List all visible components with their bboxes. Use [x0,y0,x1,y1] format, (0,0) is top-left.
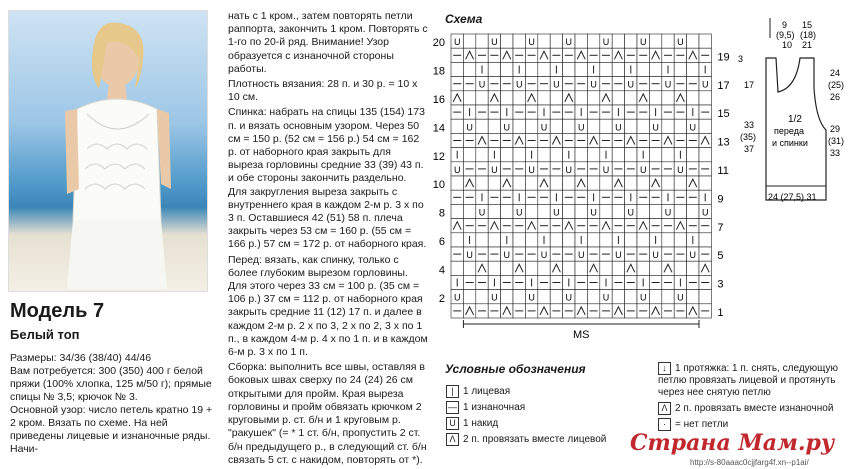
chart-cell [625,148,637,162]
chart-cell [662,148,674,162]
chart-cell [488,204,500,218]
dim-top-d: 15 [802,20,813,30]
chart-cell [513,148,525,162]
chart-cell [625,233,637,247]
chart-cell [600,261,612,275]
chart-cell [687,261,699,275]
dim-left-low-b: (35) [740,132,757,142]
chart-cell [600,204,612,218]
chart-cell [525,204,537,218]
chart-cell [488,261,500,275]
dim-top-c: 10 [782,40,793,50]
dim-top-b: (9,5) [776,30,795,40]
chart-cell [575,62,587,76]
instructions-p4: Перед: вязать, как спинку, только с более глубоким вырезом горловины. Для этого через 33 см = 100 р. (35 см = 106 р.) 37 см = 112 р. от наборного края закрыть средние 11 (12) 17 п. и далее в каждом 2-м р. 2 х по 3, 2 х по 2, 3 х по 1 п., в каждом 4-м р. 4 х по 1 п. и в каждом 6-м р. 3 х по 1 п. [228,253,428,359]
chart-cell [476,119,488,133]
chart-cell [451,204,463,218]
chart-cell [525,119,537,133]
chart-symbol: U [528,37,535,48]
chart-cell [513,290,525,304]
chart-symbol: U [590,207,597,218]
chart-cell [550,119,562,133]
instructions-column [228,10,428,469]
dim-right-low-c: 33 [830,148,841,158]
dim-left-low-c: 37 [744,144,755,154]
chart-cell [476,176,488,190]
chart-cell [662,233,674,247]
chart-cell [501,148,513,162]
chart-cell [463,62,475,76]
row-label-right: 1 [717,307,724,319]
row-label-right: 15 [717,108,730,121]
chart-cell [674,119,686,133]
model-subtitle: Белый топ [10,327,80,342]
chart-cell [488,233,500,247]
row-label-right: 9 [717,193,724,206]
legend-symbol: · [658,418,671,431]
chart-symbol: U [565,292,573,303]
chart-cell [637,204,649,218]
row-label-left: 8 [438,207,445,220]
chart-cell [699,233,711,247]
knitting-chart [423,30,730,341]
row-label-right: 17 [717,79,730,92]
chart-cell [451,176,463,190]
row-label-left: 18 [432,65,445,78]
chart-symbol: U [503,250,511,261]
chart-cell [699,91,711,105]
chart-cell [476,233,488,247]
chart-cell [513,34,525,48]
chart-cell [476,34,488,48]
row-label-left: 4 [438,264,445,277]
legend-item [446,401,646,414]
chart-symbol: U [602,37,610,48]
chart-cell [550,91,562,105]
chart-cell [649,34,661,48]
legend-text: 1 накид [463,418,499,430]
chart-cell [637,62,649,76]
chart-symbol: U [689,122,697,133]
chart-cell [587,290,599,304]
garment-schematic [730,10,852,210]
row-label-left: 16 [432,94,445,106]
chart-cell [674,204,686,218]
chart-cell [674,233,686,247]
chart-cell [550,34,562,48]
chart-cell [463,290,475,304]
legend-symbol: U [446,417,459,430]
schema-title: Схема [445,12,483,26]
chart-cell [687,204,699,218]
chart-cell [649,148,661,162]
chart-cell [674,261,686,275]
chart-cell [563,233,575,247]
chart-cell [637,233,649,247]
chart-symbol: U [478,207,486,218]
chart-symbol: U [701,207,709,218]
chart-cell [625,119,637,133]
chart-cell [476,148,488,162]
chart-cell [699,290,711,304]
chart-symbol: U [453,37,461,48]
row-label-left: 14 [432,122,445,135]
chart-cell [525,233,537,247]
chart-cell [612,261,624,275]
chart-cell [687,148,699,162]
row-label-left: 20 [432,37,445,50]
watermark-logo: Страна Мам.ру [630,430,835,456]
chart-symbol: U [503,122,511,133]
chart-symbol: U [677,164,684,175]
chart-symbol: U [466,250,473,261]
chart-cell [538,62,550,76]
chart-symbol: U [615,250,622,261]
chart-cell [699,176,711,190]
chart-symbol: U [453,164,461,175]
row-label-left: 2 [438,292,445,305]
chart-symbol: U [528,292,535,303]
legend-item [446,417,646,430]
legend-text: = нет петли [675,419,729,431]
chart-cell [575,148,587,162]
row-label-right: 3 [717,278,724,291]
chart-cell [625,290,637,304]
left-column-text [10,352,220,456]
chart-cell [488,119,500,133]
chart-cell [538,204,550,218]
chart-cell [687,62,699,76]
chart-symbol: U [565,164,573,175]
chart-symbol: U [677,37,684,48]
chart-symbol: U [565,37,573,48]
chart-cell [501,204,513,218]
chart-cell [463,34,475,48]
chart-symbol: U [664,79,672,90]
chart-cell [587,91,599,105]
chart-cell [463,148,475,162]
row-label-right: 13 [717,136,730,149]
dim-top-e: (18) [800,30,817,40]
chart-cell [476,91,488,105]
chart-cell [451,261,463,275]
woman-illustration [57,19,177,289]
chart-symbol: U [652,122,659,133]
chart-cell [625,34,637,48]
chart-symbol: U [602,292,610,303]
chart-cell [488,176,500,190]
materials: Вам потребуется: 300 (350) 400 г белой пряжи (100% хлопка, 125 м/50 г); прямые спицы № 3,5; крючок № 3. [10,365,212,403]
chart-cell [612,204,624,218]
chart-cell [513,91,525,105]
chart-cell [649,261,661,275]
source-url: http://s-80aaac0cjjfarg4f.xn--p1ai/ [690,458,809,467]
chart-cell [563,204,575,218]
instructions-p3: Спинка: набрать на спицы 135 (154) 173 п. и вязать основным узором. Через 50 см = 150 р. (52 см = 156 р.) 54 см = 162 р. от наборного края закрыть для выреза горловины средние 33 (39) 43 п. и обе стороны закончить раздельно. Для закругления выреза закрыть с внутреннего края в каждом 2-м р. 3 х по 3 п. Оставшиеся 42 (51) 58 п. плеча закрыть через 53 см = 160 р. (55 см = 166 р.) 57 см = 172 р. от наборного края. [228,106,427,251]
chart-cell [662,290,674,304]
chart-symbol: U [577,250,585,261]
chart-cell [687,34,699,48]
chart-cell [538,148,550,162]
chart-symbol: U [515,207,523,218]
legend-text: 1 лицевая [463,386,511,398]
chart-symbol: U [491,292,498,303]
chart-symbol: U [602,164,610,175]
chart-cell [575,34,587,48]
dim-right-top-b: (25) [828,80,845,90]
legend-item [446,433,646,446]
legend-item [446,385,646,398]
chart-cell [649,91,661,105]
chart-cell [501,34,513,48]
dim-right-low-b: (31) [828,136,845,146]
legend-text: 2 п. провязать вместе лицевой [463,434,607,446]
chart-cell [563,62,575,76]
chart-symbol: U [639,37,647,48]
center-label-c: и спинки [772,138,808,148]
chart-cell [525,261,537,275]
chart-cell [550,148,562,162]
legend-title: Условные обозначения [445,362,586,376]
dim-left-mid: 17 [744,80,755,90]
chart-symbol: U [627,79,635,90]
chart-cell [649,290,661,304]
chart-cell [687,290,699,304]
chart-symbol: U [677,292,684,303]
chart-symbol: U [553,207,560,218]
chart-symbol: U [478,79,486,90]
chart-symbol: U [652,250,659,261]
chart-cell [501,62,513,76]
chart-cell [649,204,661,218]
chart-cell [612,91,624,105]
legend-symbol: — [448,402,457,413]
chart-symbol: U [701,79,709,90]
chart-cell [649,62,661,76]
legend-item [658,402,858,415]
chart-cell [513,176,525,190]
chart-cell [501,261,513,275]
chart-cell [575,204,587,218]
chart-cell [563,261,575,275]
dim-left-top: 3 [738,54,744,64]
chart-cell [662,176,674,190]
chart-cell [674,62,686,76]
model-photo [8,10,208,292]
chart-cell [637,261,649,275]
chart-cell [587,176,599,190]
chart-cell [575,290,587,304]
chart-cell [538,91,550,105]
chart-cell [451,119,463,133]
row-label-right: 19 [717,51,730,64]
chart-symbol: U [453,292,461,303]
sizes: Размеры: 34/36 (38/40) 44/46 [10,352,152,364]
chart-cell [600,62,612,76]
chart-cell [612,62,624,76]
chart-cell [600,176,612,190]
legend-item [658,362,858,399]
row-label-left: 10 [432,179,445,192]
chart-cell [699,34,711,48]
chart-cell [476,290,488,304]
chart-cell [563,119,575,133]
chart-symbol: U [590,79,597,90]
legend-symbol: Λ [446,433,459,446]
dim-right-top-a: 24 [830,68,841,78]
chart-cell [612,34,624,48]
chart-symbol: U [540,122,548,133]
dim-right-low-a: 29 [830,124,841,134]
row-label-right: 7 [717,221,724,234]
chart-cell [587,119,599,133]
legend-text: 1 протяжка: 1 п. снять, следующую петлю провязать лицевой и протянуть через нее снятую петлю [658,363,839,399]
chart-cell [662,34,674,48]
chart-cell [538,290,550,304]
legend-left [446,385,646,450]
instructions-p5: Сборка: выполнить все швы, оставляя в боковых швах сверху по 24 (24) 26 см открытыми для пройм. Края выреза горловины и пройм обвязать крючком 2 круговыми р. ст. б/н и 1 круговым р. "ракушек" (= * 1 ст. б/н, пропустить 2 ст. б/н предыдущего р., в следующий ст. б/н связать 5 ст. с накидом, повторять от *). [228,361,427,466]
chart-cell [612,148,624,162]
chart-cell [699,119,711,133]
chart-cell [513,233,525,247]
chart-cell [662,91,674,105]
row-label-right: 5 [717,250,724,263]
legend-text: 1 изнаночная [463,402,526,414]
chart-cell [575,91,587,105]
dim-bottom: 24 (27,5) 31 [768,192,817,202]
chart-cell [550,176,562,190]
instructions-p1: нать с 1 кром., затем повторять петли раппорта, закончить 1 кром. Повторять с 1-го по 20-й ряд. Внимание! Узор образуется с изнаночной стороны работы. [228,10,428,75]
chart-cell [550,233,562,247]
chart-cell [637,176,649,190]
chart-cell [550,290,562,304]
chart-cell [463,261,475,275]
chart-cell [612,290,624,304]
chart-symbol: U [553,79,560,90]
legend-right [658,362,858,434]
chart-symbol: U [615,122,622,133]
chart-symbol: U [491,37,498,48]
chart-cell [687,91,699,105]
chart-cell [600,233,612,247]
chart-cell [625,176,637,190]
chart-cell [525,176,537,190]
chart-cell [563,176,575,190]
instructions-p2: Плотность вязания: 28 п. и 30 р. = 10 х 10 см. [228,78,418,104]
model-title: Модель 7 [10,300,105,322]
chart-cell [674,176,686,190]
legend-symbol: | [446,385,459,398]
chart-cell [501,290,513,304]
chart-cell [575,261,587,275]
chart-cell [463,204,475,218]
chart-cell [587,148,599,162]
chart-cell [587,34,599,48]
center-label-b: переда [774,126,804,136]
chart-symbol: U [689,250,697,261]
chart-cell [488,62,500,76]
dim-top-f: 21 [802,40,813,50]
chart-symbol: U [466,122,473,133]
center-label-a: 1/2 [788,114,802,125]
row-label-right: 11 [717,165,729,177]
chart-cell [699,148,711,162]
chart-cell [451,233,463,247]
row-label-left: 12 [432,150,445,163]
chart-cell [501,91,513,105]
legend-text: 2 п. провязать вместе изнаночной [675,403,834,415]
chart-symbol: U [540,250,548,261]
chart-cell [538,34,550,48]
chart-symbol: U [627,207,635,218]
dim-right-top-c: 26 [830,92,841,102]
chart-cell [600,119,612,133]
chart-cell [538,261,550,275]
chart-symbol: U [664,207,672,218]
chart-cell [587,233,599,247]
main-pattern: Основной узор: число петель кратно 19 + 2 кром. Вязать по схеме. На ней приведены лицевые и изнаночные ряды. Начи- [10,404,213,455]
chart-symbol: U [491,164,498,175]
legend-symbol: ↓ [658,362,671,375]
chart-cell [625,91,637,105]
chart-cell [451,62,463,76]
row-label-left: 6 [438,236,445,248]
chart-symbol: U [577,122,585,133]
chart-cell [463,91,475,105]
dim-left-low-a: 33 [744,120,755,130]
chart-cell [525,62,537,76]
chart-cell [637,119,649,133]
dim-top-a: 9 [782,20,788,30]
chart-cell [662,119,674,133]
chart-symbol: U [528,164,535,175]
chart-symbol: U [515,79,523,90]
legend-symbol: Λ [658,402,671,415]
chart-symbol: U [639,164,647,175]
chart-cell [513,119,525,133]
chart-symbol: U [639,292,647,303]
repeat-label: MS [572,329,590,341]
